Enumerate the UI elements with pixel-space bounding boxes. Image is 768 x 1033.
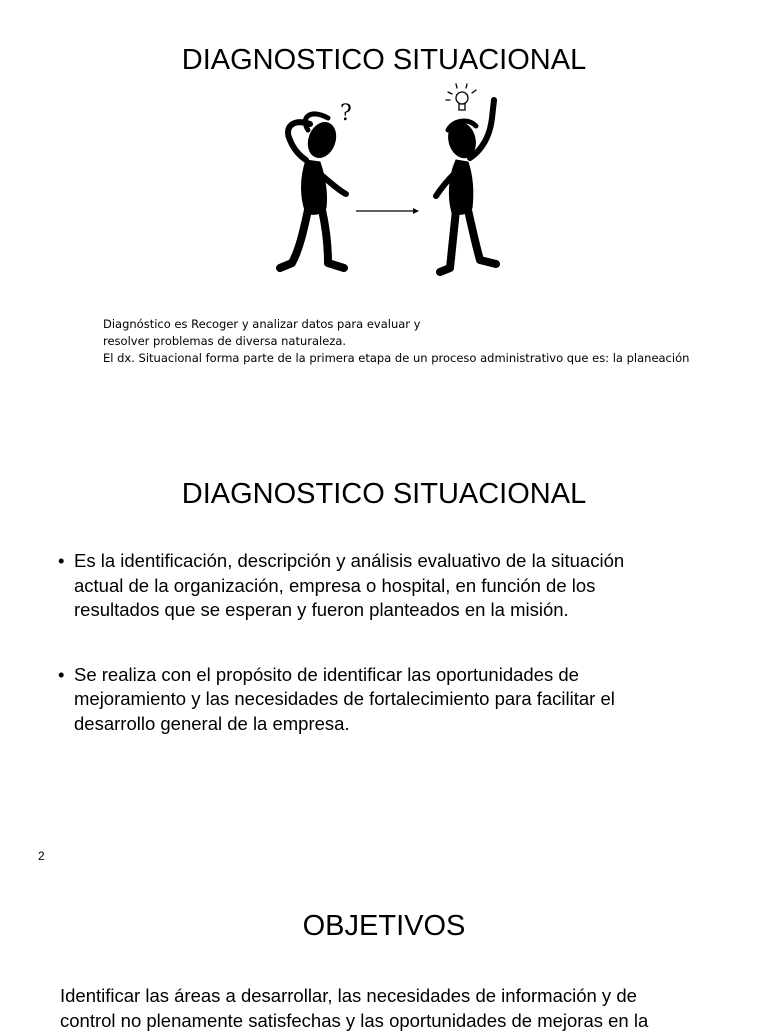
bullet-line: actual de la organización, empresa o hospital, en función de los [74, 574, 596, 596]
lightbulb-icon [446, 84, 476, 110]
bullet-line: Se realiza con el propósito de identificar las oportunidades de [74, 663, 579, 685]
illustration [270, 78, 510, 283]
definition-text [103, 316, 768, 367]
definition-line: Diagnóstico es Recoger y analizar datos para evaluar y [103, 317, 421, 331]
bullet-line: mejoramiento y las necesidades de fortalecimiento para facilitar el [74, 688, 615, 709]
page-number: 2 [38, 849, 45, 863]
question-mark: ? [340, 101, 352, 126]
bullet-marker: • [58, 663, 65, 685]
confused-person-icon [280, 114, 346, 268]
definition-line: El dx. Situacional forma parte de la primera etapa de un proceso administrativo que es: la planeación [103, 351, 690, 365]
slide-1-title: DIAGNOSTICO SITUACIONAL [181, 44, 587, 76]
arrow-right-icon [356, 208, 419, 214]
objectives-line: Identificar las áreas a desarrollar, las necesidades de información y de [60, 985, 637, 1006]
bullet-item [58, 663, 748, 737]
bullet-line: Es la identificación, descripción y análisis evaluativo de la situación [74, 550, 625, 571]
slide-3-title: OBJETIVOS [302, 910, 466, 942]
slide-2-title: DIAGNOSTICO SITUACIONAL [181, 478, 587, 510]
bullet-line: resultados que se esperan y fueron planteados en la misión. [74, 599, 569, 620]
bullet-item [58, 549, 748, 623]
bullet-line: desarrollo general de la empresa. [74, 712, 350, 734]
objectives-text [60, 983, 750, 1033]
idea-person-icon [436, 100, 496, 272]
definition-line: resolver problemas de diversa naturaleza. [103, 334, 347, 348]
objectives-line: control no plenamente satisfechas y las oportunidades de mejoras en la [60, 1010, 649, 1031]
bullet-list [58, 549, 748, 736]
bullet-marker: • [58, 550, 65, 571]
